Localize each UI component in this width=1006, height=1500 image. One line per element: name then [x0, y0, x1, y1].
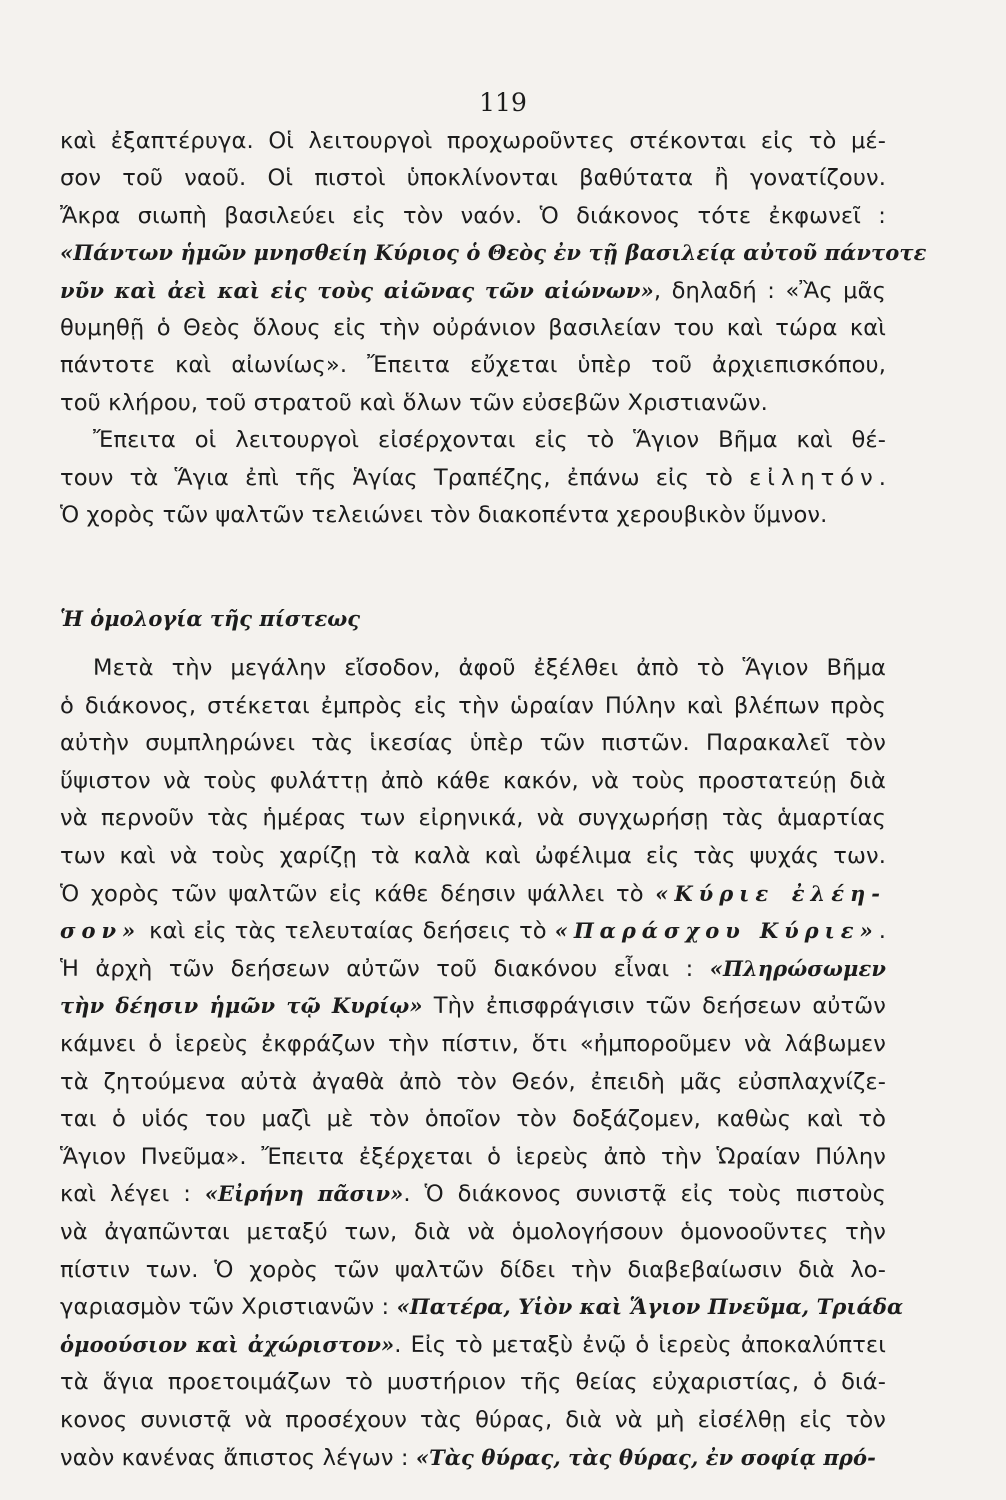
text-run: Ἡ ἀρχὴ τῶν δεήσεων αὐτῶν τοῦ διακόνου εἶναι : [60, 955, 710, 982]
quoted-liturgical-text: «Τὰς θύρας, τὰς θύρας, ἐν σοφίᾳ πρό- [415, 1444, 876, 1470]
quoted-liturgical-text: τὴν δέησιν ἡμῶν τῷ Κυρίῳ» [60, 993, 423, 1019]
text-run: εἰλητόν [749, 464, 879, 491]
quoted-liturgical-text: «Εἰρήνη πᾶσιν» [204, 1181, 404, 1207]
text-line [60, 950, 886, 988]
text-run: τουν τὰ Ἅγια ἐπὶ τῆς Ἁγίας Τραπέζης, ἐπάνω εἰς τὸ [60, 464, 750, 491]
text-run: γαριασμὸν τῶν Χριστιανῶν : [60, 1294, 397, 1321]
text-line [60, 762, 886, 800]
text-line [93, 649, 886, 687]
text-line [60, 1401, 886, 1439]
text-run: νὰ περνοῦν τὰς ἡμέρας των εἰρηνικά, νὰ συγχωρήσῃ τὰς ἁμαρτίας [60, 805, 886, 832]
text-line [60, 309, 886, 347]
quoted-liturgical-text: «Παράσχου Κύριε» [554, 918, 879, 944]
text-run: τὰ ἅγια προετοιμάζων τὸ μυστήριον τῆς θείας εὐχαριστίας, ὁ διά- [60, 1369, 886, 1396]
text-run: Τὴν ἐπισφράγισιν τῶν δεήσεων αὐτῶν [422, 993, 886, 1020]
text-run: καὶ εἰς τὰς τελευταίας δεήσεις τὸ [141, 918, 555, 945]
page-number: 119 [479, 88, 527, 117]
text-run: ναὸν κανένας ἄπιστος λέγων : [60, 1444, 416, 1471]
text-run: ὕψιστον νὰ τοὺς φυλάττῃ ἀπὸ κάθε κακόν, νὰ τοὺς προστατεύῃ διὰ [60, 767, 886, 794]
text-line [60, 799, 886, 837]
text-line [60, 496, 886, 534]
text-line [60, 272, 886, 310]
text-run: θυμηθῇ ὁ Θεὸς ὅλους εἰς τὴν οὐράνιον βασιλείαν του καὶ τώρα καὶ [60, 315, 886, 341]
text-line [60, 197, 886, 235]
text-run: τοῦ κλήρου, τοῦ στρατοῦ καὶ ὅλων τῶν εὐσεβῶν Χριστιανῶν. [60, 389, 768, 416]
text-run: κάμνει ὁ ἱερεὺς ἐκφράζων τὴν πίστιν, ὅτι «ἠμποροῦμεν νὰ λάβωμεν [60, 1031, 886, 1057]
quoted-liturgical-text: «Πατέρα, Υἱὸν καὶ Ἅγιον Πνεῦμα, Τριάδα [396, 1294, 904, 1320]
text-line [60, 1363, 886, 1401]
text-line [60, 122, 886, 160]
text-run: . [878, 918, 886, 945]
text-line [93, 421, 886, 459]
text-line [60, 159, 886, 197]
text-line [60, 724, 886, 762]
text-line [60, 1326, 886, 1364]
text-line [60, 1063, 886, 1101]
quoted-liturgical-text: νῦν καὶ ἀεὶ καὶ εἰς τοὺς αἰῶνας τῶν αἰώνων» [60, 277, 654, 303]
text-line [60, 1213, 886, 1251]
text-run: σον τοῦ ναοῦ. Οἱ πιστοὶ ὑποκλίνονται βαθύτατα ἢ γονατίζουν. [60, 165, 886, 192]
text-line [60, 234, 927, 272]
text-run: Ἅγιον Πνεῦμα». Ἔπειτα ἐξέρχεται ὁ ἱερεὺς ἀπὸ τὴν Ὡραίαν Πύλην [60, 1143, 886, 1170]
text-line [60, 912, 886, 950]
text-run: . Ὁ διάκονος συνιστᾷ εἰς τοὺς πιστοὺς [403, 1181, 886, 1208]
text-run: καὶ λέγει : [60, 1181, 205, 1208]
text-line [60, 1251, 886, 1289]
text-run: πάντοτε καὶ αἰωνίως». Ἔπειτα εὔχεται ὑπὲρ τοῦ ἀρχιεπισκόπου, [60, 352, 886, 379]
text-line [60, 459, 886, 497]
text-run: των καὶ νὰ τοὺς χαρίζῃ τὰ καλὰ καὶ ὠφέλιμα εἰς τὰς ψυχάς των. [60, 843, 886, 869]
text-line [60, 384, 886, 422]
text-line [60, 1288, 904, 1326]
text-line [60, 1138, 886, 1176]
text-line [60, 837, 886, 875]
text-run: Ἔπειτα οἱ λειτουργοὶ εἰσέρχονται εἰς τὸ Ἅγιον Βῆμα καὶ θέ- [93, 427, 886, 454]
text-run: κονος συνιστᾷ νὰ προσέχουν τὰς θύρας, διὰ νὰ μὴ εἰσέλθῃ εἰς τὸν [60, 1407, 886, 1433]
quoted-liturgical-text: «Κύριε ἐλέη- [655, 880, 886, 906]
text-run: ται ὁ υἱός του μαζὶ μὲ τὸν ὁποῖον τὸν δοξάζομεν, καθὼς καὶ τὸ [60, 1106, 886, 1133]
text-run: πίστιν των. Ὁ χορὸς τῶν ψαλτῶν δίδει τὴν διαβεβαίωσιν διὰ λο- [60, 1256, 886, 1283]
text-line [60, 346, 886, 384]
quoted-liturgical-text: σον» [60, 918, 142, 944]
text-run: Ὁ χορὸς τῶν ψαλτῶν τελειώνει τὸν διακοπέντα χερουβικὸν ὕμνον. [60, 502, 828, 528]
quoted-liturgical-text: «Πληρώσωμεν [709, 955, 886, 981]
text-run: , δηλαδή : «Ἂς μᾶς [653, 277, 887, 304]
text-line [60, 1100, 886, 1138]
text-run: νὰ ἀγαπῶνται μεταξύ των, διὰ νὰ ὁμολογήσουν ὁμονοοῦντες τὴν [60, 1219, 886, 1245]
quoted-liturgical-text: ὁμοούσιον καὶ ἀχώριστον» [60, 1331, 395, 1357]
text-run: ὁ διάκονος, στέκεται ἐμπρὸς εἰς τὴν ὡραίαν Πύλην καὶ βλέπων πρὸς [60, 692, 886, 719]
text-run: . [878, 464, 886, 491]
text-line [60, 687, 886, 725]
text-line [60, 875, 886, 913]
text-run: τὰ ζητούμενα αὐτὰ ἀγαθὰ ἀπὸ τὸν Θεόν, ἐπειδὴ μᾶς εὐσπλαχνίζε- [60, 1068, 886, 1095]
text-run: Ἄκρα σιωπὴ βασιλεύει εἰς τὸν ναόν. Ὁ διάκονος τότε ἐκφωνεῖ : [60, 202, 886, 229]
text-line [60, 1439, 886, 1477]
text-run: Μετὰ τὴν μεγάλην εἴσοδον, ἀφοῦ ἐξέλθει ἀπὸ τὸ Ἅγιον Βῆμα [93, 655, 886, 681]
text-line [60, 987, 886, 1025]
text-line [60, 1025, 886, 1063]
text-run: Ὁ χορὸς τῶν ψαλτῶν εἰς κάθε δέησιν ψάλλει τὸ [60, 880, 656, 907]
text-line [60, 1175, 886, 1213]
text-run: . Εἰς τὸ μεταξὺ ἐνῷ ὁ ἱερεὺς ἀποκαλύπτει [394, 1331, 886, 1358]
section-heading: Ἡ ὁμολογία τῆς πίστεως [60, 606, 361, 631]
text-run: καὶ ἐξαπτέρυγα. Οἱ λειτουργοὶ προχωροῦντες στέκονται εἰς τὸ μέ- [60, 128, 886, 154]
quoted-liturgical-text: «Πάντων ἡμῶν μνησθείη Κύριος ὁ Θεὸς ἐν τῇ βασιλείᾳ αὐτοῦ πάντοτε [60, 240, 927, 266]
text-run: αὐτὴν συμπληρώνει τὰς ἱκεσίας ὑπὲρ τῶν πιστῶν. Παρακαλεῖ τὸν [60, 730, 886, 757]
